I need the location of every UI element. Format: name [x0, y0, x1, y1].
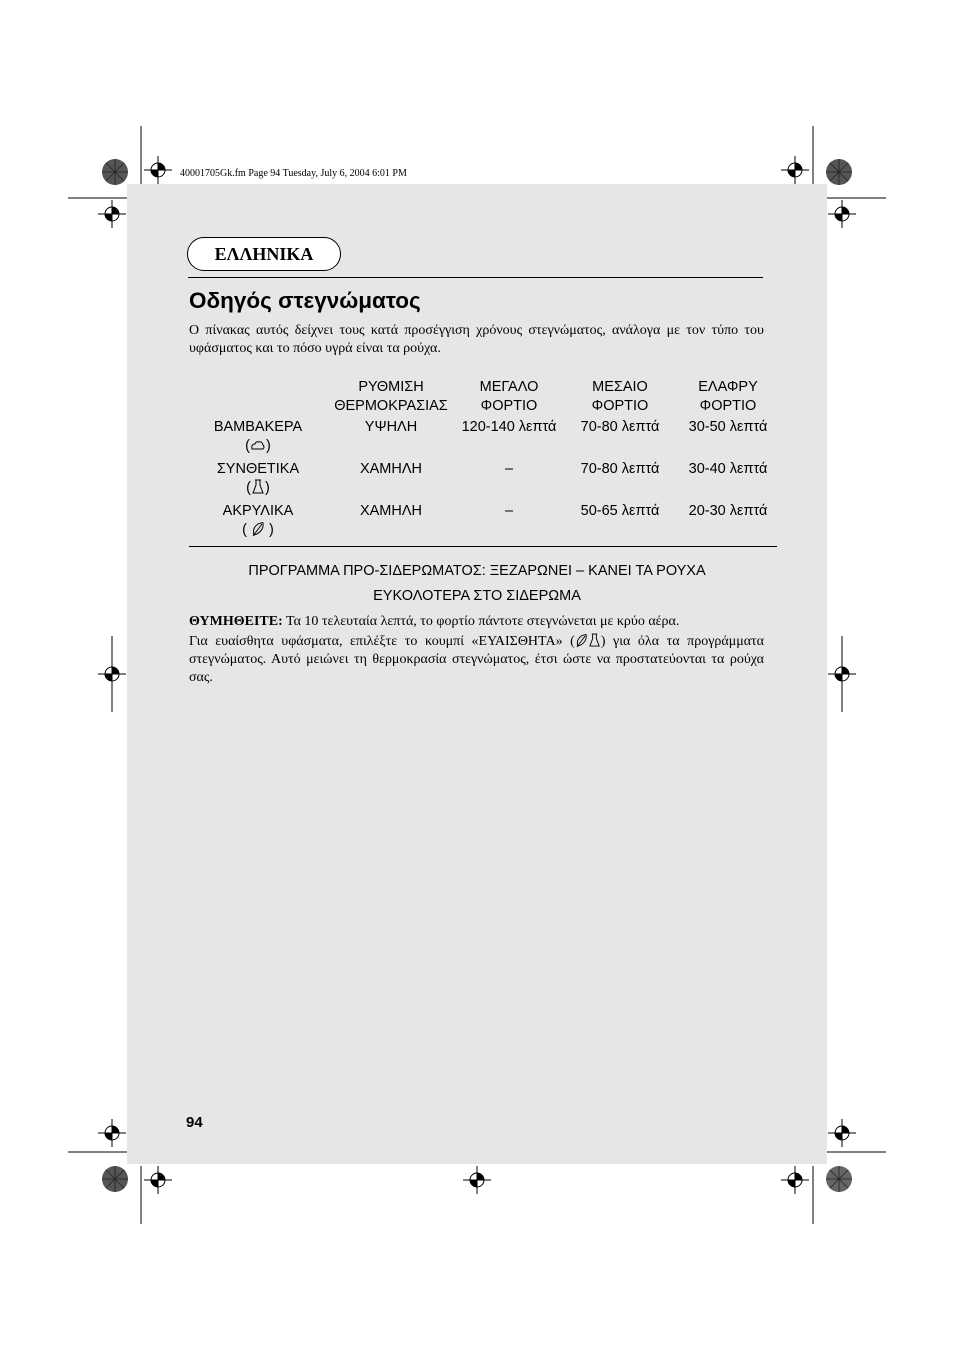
sensitive-paragraph — [189, 633, 764, 687]
header-medium-load — [570, 378, 670, 416]
sensitive-acrylic-icon — [575, 633, 588, 648]
medium-load-cell: 70-80 λεπτά — [580, 461, 660, 477]
fabric-cell — [193, 502, 323, 540]
sensitive-text-before: Για ευαίσθητα υφάσματα, επιλέξτε το κουμπί «ΕΥΑΙΣΘΗΤΑ» ( — [189, 634, 575, 649]
fabric-symbol: ( ) — [242, 522, 274, 538]
fabric-cell — [193, 460, 323, 498]
table-rule — [189, 546, 777, 547]
registration-target-icon — [462, 1165, 492, 1195]
registration-target-icon — [143, 155, 173, 185]
registration-target-icon — [143, 1165, 173, 1195]
header-light-line2: ΦΟΡΤΙΟ — [699, 398, 757, 414]
acrylic-icon — [251, 521, 265, 537]
fabric-label: ΣΥΝΘΕΤΙΚΑ — [216, 461, 300, 477]
light-load-cell: 20-30 λεπτά — [688, 503, 768, 519]
reminder-paragraph — [189, 613, 764, 631]
header-light-load — [678, 378, 778, 416]
temperature-cell: ΧΑΜΗΛΗ — [359, 461, 423, 477]
color-calibration-disc-icon — [100, 157, 130, 187]
fabric-label: ΒΑΜΒΑΚΕΡΑ — [213, 419, 303, 435]
reminder-text: Τα 10 τελευταία λεπτά, το φορτίο πάντοτε στεγνώνεται με κρύο αέρα. — [282, 614, 680, 629]
page-title: Οδηγός στεγνώματος — [189, 288, 421, 313]
header-medium-line1: ΜΕΣΑΙΟ — [592, 379, 648, 395]
intro-paragraph: Ο πίνακας αυτός δείχνει τους κατά προσέγγιση χρόνους στεγνώματος, ανάλογα με τον τύπο του υφάσματος και το πόσο υγρά είναι τα ρούχα. — [189, 323, 764, 356]
cotton-icon — [250, 439, 266, 453]
header-temperature — [322, 378, 460, 416]
fabric-cell — [193, 418, 323, 456]
reminder-label: ΘΥΜΗΘΕΙΤΕ: — [189, 614, 283, 629]
sensitive-text-after: ) για όλα τα προγράμματα στεγνώματος. Αυτό μειώνει τη θερμοκρασία στεγνώματος, έτσι ώστε να προστατεύονται τα ρούχα σας. — [189, 634, 765, 685]
medium-load-cell: 50-65 λεπτά — [580, 503, 660, 519]
fabric-symbol: ( ) — [245, 438, 271, 454]
color-calibration-disc-icon — [100, 1164, 130, 1194]
registration-target-icon — [827, 659, 857, 689]
language-tab-label: ΕΛΛΗΝΙΚΑ — [214, 243, 314, 264]
color-calibration-disc-icon — [824, 1164, 854, 1194]
header-light-line1: ΕΛΑΦΡΥ — [698, 379, 758, 395]
header-large-line1: ΜΕΓΑΛΟ — [479, 379, 539, 395]
color-calibration-disc-icon — [824, 157, 854, 187]
registration-target-icon — [97, 199, 127, 229]
program-note-line2: ΕΥΚΟΛΟΤΕΡΑ ΣΤΟ ΣΙΔΕΡΩΜΑ — [373, 588, 581, 604]
registration-target-icon — [97, 659, 127, 689]
temperature-cell: ΥΨΗΛΗ — [364, 419, 418, 435]
registration-target-icon — [97, 1118, 127, 1148]
synthetic-icon — [251, 479, 265, 495]
header-medium-line2: ΦΟΡΤΙΟ — [591, 398, 649, 414]
header-temperature-line1: ΡΥΘΜΙΣΗ — [358, 379, 424, 395]
fabric-label: ΑΚΡΥΛΙΚΑ — [222, 503, 294, 519]
program-note-line1: ΠΡΟΓΡΑΜΜΑ ΠΡΟ-ΣΙΔΕΡΩΜΑΤΟΣ: ΞΕΖΑΡΩΝΕΙ – ΚΑΝΕΙ ΤΑ ΡΟΥΧΑ — [248, 563, 706, 579]
large-load-cell: – — [504, 461, 514, 477]
language-tab — [187, 237, 341, 271]
header-rule — [188, 277, 763, 278]
medium-load-cell: 70-80 λεπτά — [580, 419, 660, 435]
fabric-symbol: ( ) — [246, 480, 270, 496]
registration-target-icon — [827, 1118, 857, 1148]
header-large-load — [450, 378, 568, 416]
sensitive-synthetic-icon — [588, 633, 601, 648]
registration-target-icon — [780, 155, 810, 185]
page-number: 94 — [186, 1114, 203, 1131]
header-large-line2: ΦΟΡΤΙΟ — [480, 398, 538, 414]
light-load-cell: 30-40 λεπτά — [688, 461, 768, 477]
large-load-cell: 120-140 λεπτά — [461, 419, 557, 435]
header-temperature-line2: ΘΕΡΜΟΚΡΑΣΙΑΣ — [334, 398, 448, 414]
registration-target-icon — [780, 1165, 810, 1195]
registration-target-icon — [827, 199, 857, 229]
light-load-cell: 30-50 λεπτά — [688, 419, 768, 435]
file-header: 40001705Gk.fm Page 94 Tuesday, July 6, 2004 6:01 PM — [180, 168, 407, 179]
temperature-cell: ΧΑΜΗΛΗ — [359, 503, 423, 519]
large-load-cell: – — [504, 503, 514, 519]
